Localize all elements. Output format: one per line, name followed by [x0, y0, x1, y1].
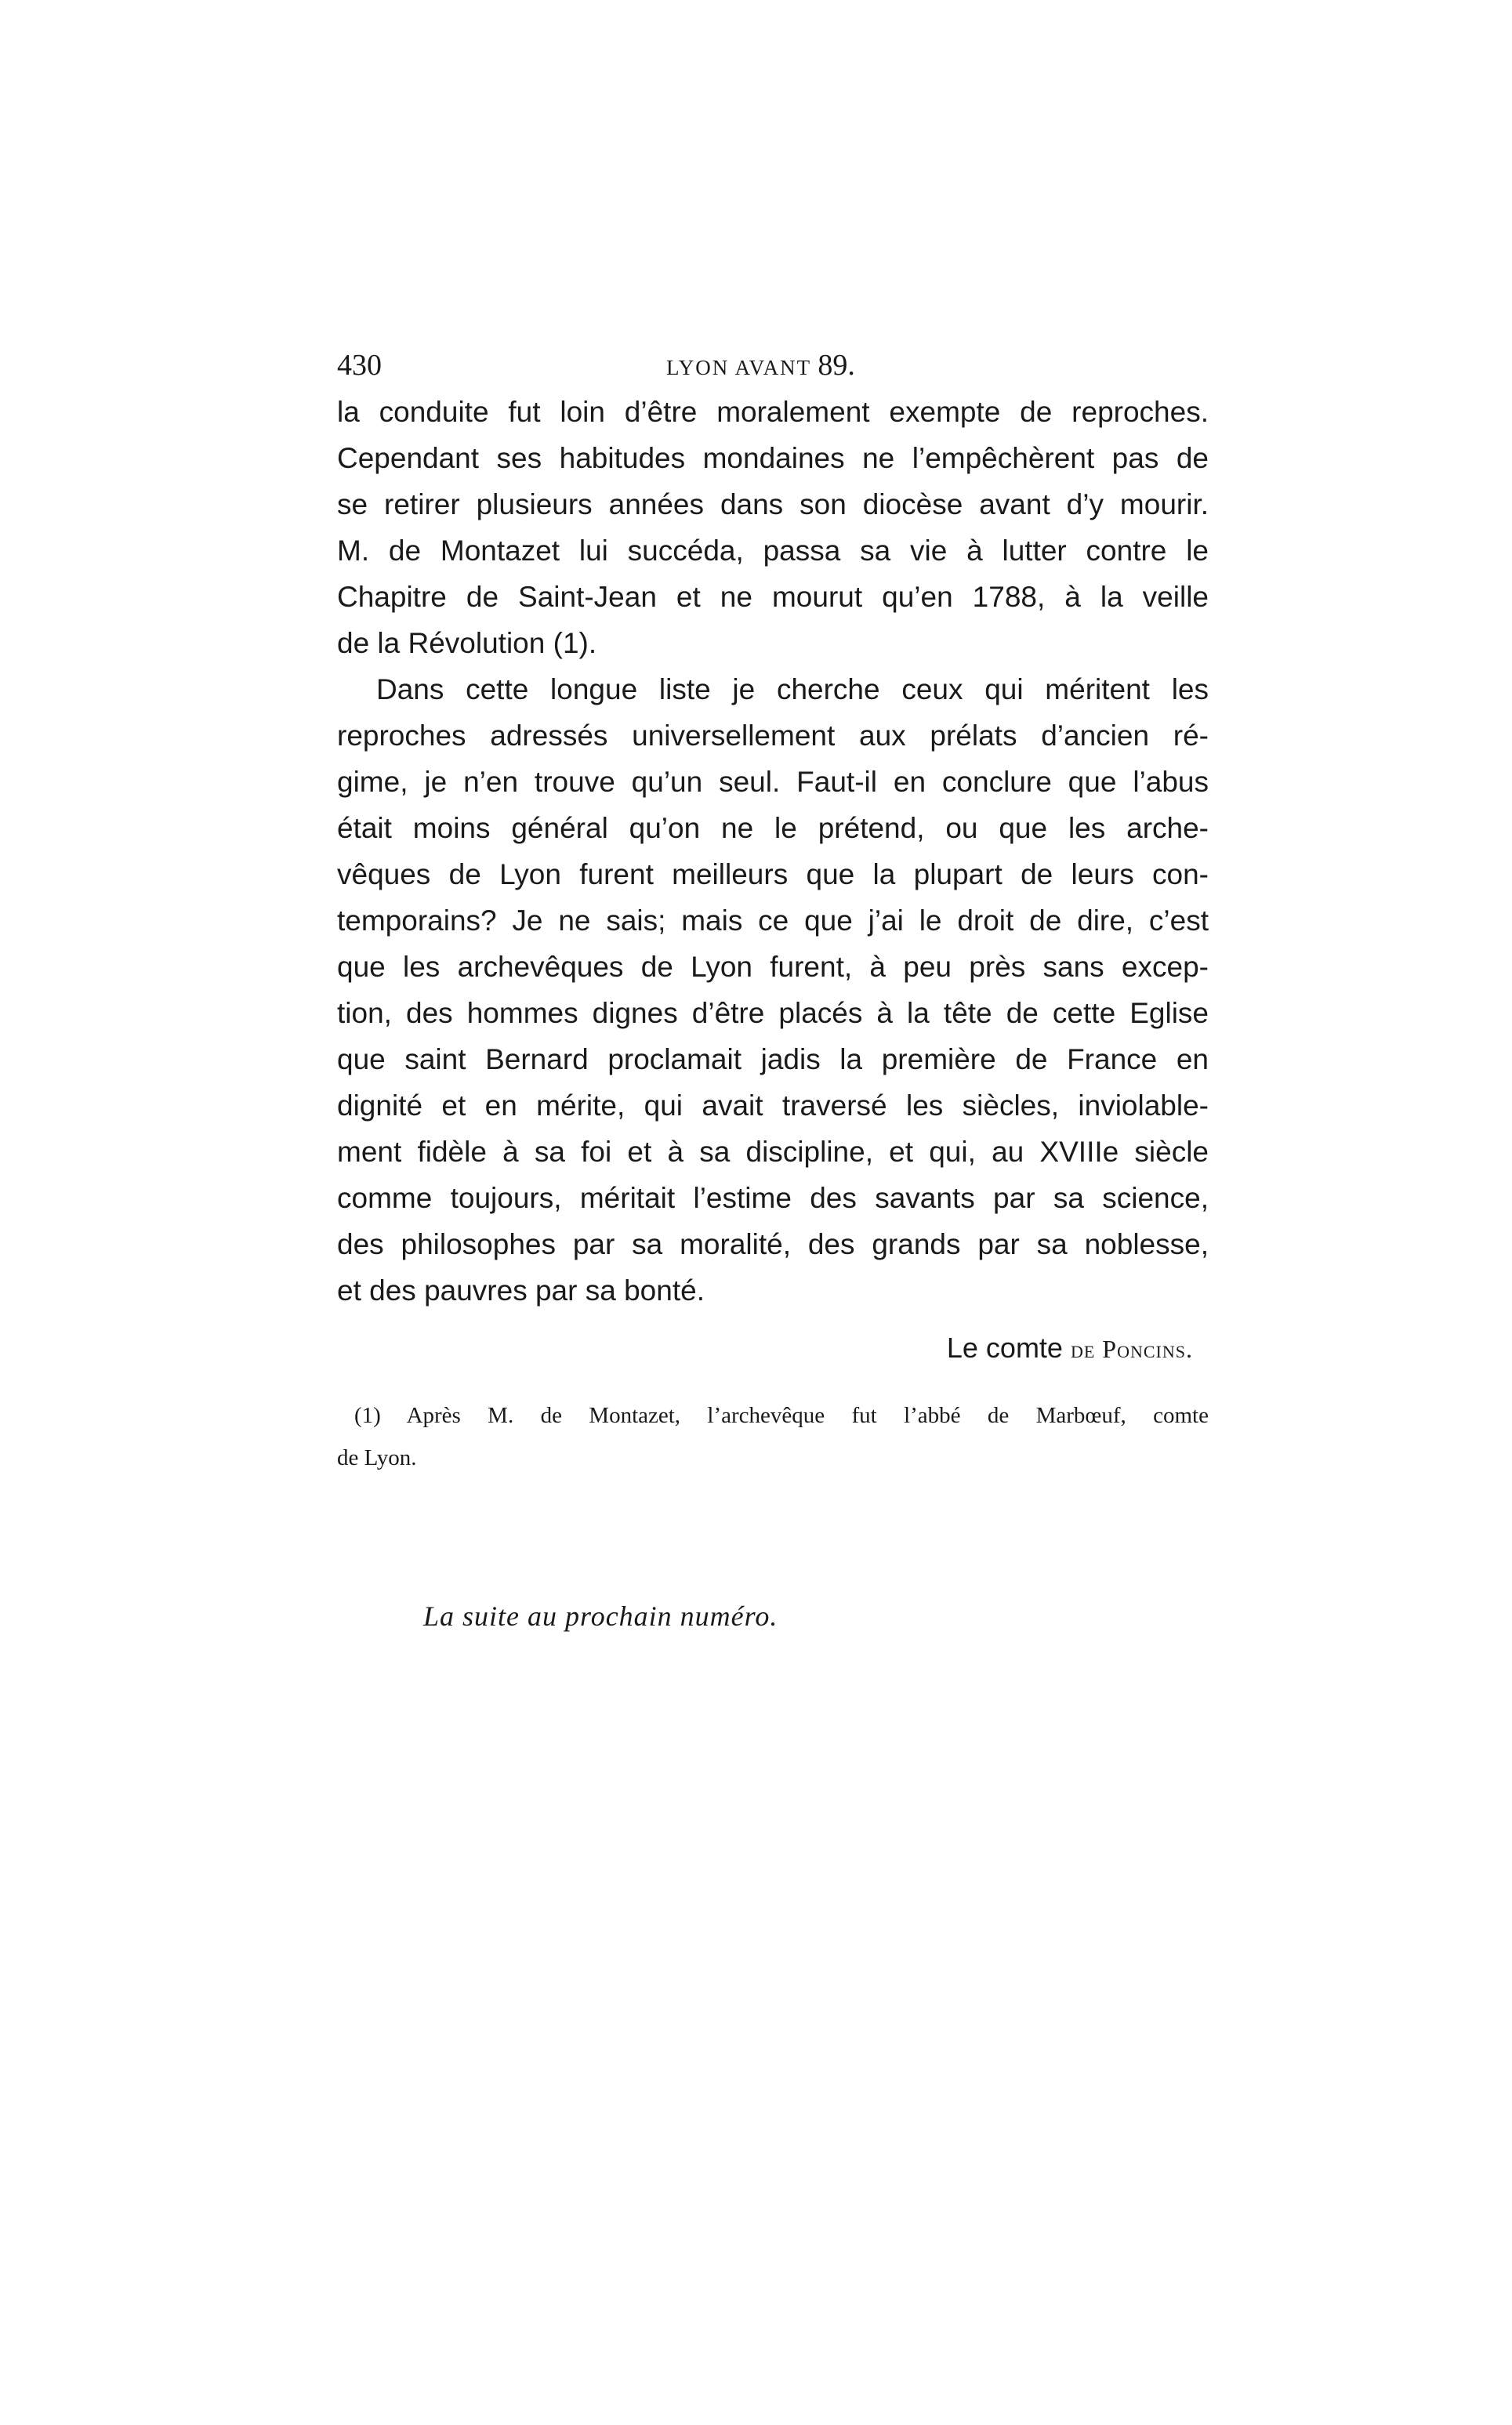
- footnote: [337, 1394, 1209, 1479]
- page-number: 430: [337, 349, 382, 382]
- text-line: dignité et en mérite, qui avait traversé les siècles, inviolable-: [337, 1089, 1209, 1122]
- running-head: [337, 342, 1209, 389]
- text-line: des philosophes par sa moralité, des grands par sa noblesse,: [337, 1228, 1209, 1260]
- text-line: reproches adressés universellement aux prélats d’ancien ré-: [337, 720, 1209, 752]
- text-line: temporains? Je ne sais; mais ce que j’ai le droit de dire, c’est: [337, 904, 1209, 937]
- text-line: Cependant ses habitudes mondaines ne l’empêchèrent pas de: [337, 442, 1209, 474]
- text-line: que saint Bernard proclamait jadis la première de France en: [337, 1043, 1209, 1075]
- text-line: de la Révolution (1).: [337, 627, 597, 659]
- text-line: M. de Montazet lui succéda, passa sa vie à lutter contre le: [337, 535, 1209, 567]
- text-line: gime, je n’en trouve qu’un seul. Faut-il en conclure que l’abus: [337, 766, 1209, 798]
- continuation-note: La suite au prochain numéro.: [423, 1600, 778, 1632]
- text-line: la conduite fut loin d’être moralement exempte de reproches.: [337, 396, 1209, 428]
- running-title: [666, 342, 855, 391]
- footnote-line: de Lyon.: [337, 1445, 417, 1470]
- text-line: vêques de Lyon furent meilleurs que la plupart de leurs con-: [337, 858, 1209, 890]
- text-line: tion, des hommes dignes d’être placés à la tête de cette Eglise: [337, 997, 1209, 1029]
- running-title-text: LYON AVANT: [666, 356, 811, 379]
- page-body: [337, 342, 1209, 1479]
- text-line: ment fidèle à sa foi et à sa discipline, et qui, au XVIIIe siècle: [337, 1136, 1209, 1168]
- signature-prefix: Le comte: [946, 1332, 1063, 1364]
- running-title-number: 89.: [818, 349, 855, 382]
- text-line: que les archevêques de Lyon furent, à peu près sans excep-: [337, 951, 1209, 983]
- author-signature: [337, 1325, 1209, 1371]
- text-line: se retirer plusieurs années dans son diocèse avant d’y mourir.: [337, 488, 1209, 520]
- text-line: comme toujours, méritait l’estime des savants par sa science,: [337, 1182, 1209, 1214]
- text-line: Chapitre de Saint-Jean et ne mourut qu’en 1788, à la veille: [337, 581, 1209, 613]
- text-line: et des pauvres par sa bonté.: [337, 1274, 705, 1307]
- signature-name: de Poncins.: [1070, 1335, 1193, 1363]
- text-line: était moins général qu’on ne le prétend, ou que les arche-: [337, 812, 1209, 844]
- text-line: Dans cette longue liste je cherche ceux qui méritent les: [376, 673, 1209, 705]
- body-text: [337, 389, 1209, 1314]
- footnote-line: (1) Après M. de Montazet, l’archevêque fut l’abbé de Marbœuf, comte: [354, 1403, 1209, 1428]
